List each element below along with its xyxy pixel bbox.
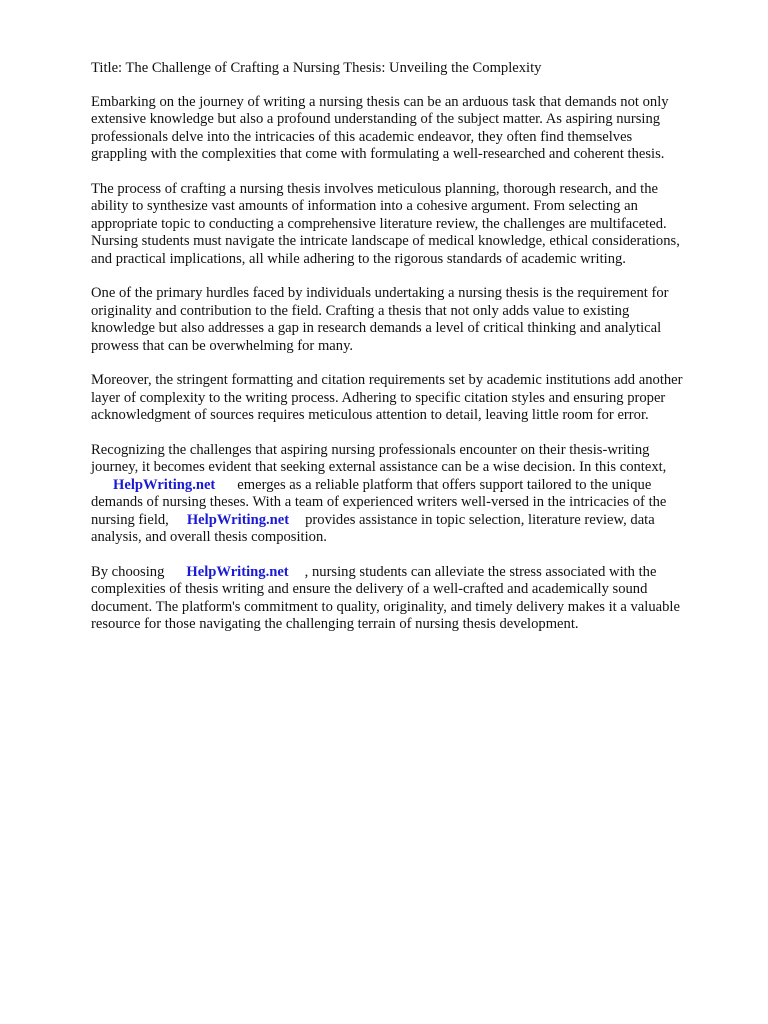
paragraph-6-text-a: By choosing — [91, 563, 165, 580]
paragraph-6 — [91, 564, 731, 634]
paragraph-4: Moreover, the stringent formatting and citation requirements set by academic institutions add another layer of complexity to the writing process. Adhering to specific citation styles and ensuring proper acknowledgment of sources requires meticulous attention to detail, leaving little room for error. — [91, 372, 683, 423]
helpwriting-link-1[interactable]: HelpWriting.net — [113, 476, 216, 493]
paragraph-5-text-a: Recognizing the challenges that aspiring nursing professionals encounter on their thesis-writing journey, it becomes evident that seeking external assistance can be a wise decision. In this context, — [91, 441, 667, 475]
paragraph-2: The process of crafting a nursing thesis involves meticulous planning, thorough research, and the ability to synthesize vast amounts of information into a cohesive argument. From selecting an appropriate topic to conducting a comprehensive literature review, the challenges are multifaceted. Nursing students must navigate the intricate landscape of medical knowledge, ethical considerations, and practical implications, all while adhering to the rigorous standards of academic writing. — [91, 180, 680, 267]
paragraph-5-text-c: provides assistance in topic selection, literature review, data analysis, and overall thesis composition. — [91, 511, 655, 545]
paragraph-5-text-b: emerges as a reliable platform that offers support tailored to the unique demands of nursing theses. With a team of experienced writers well-versed in the intricacies of the nursing field, — [91, 476, 667, 528]
helpwriting-link-2[interactable]: HelpWriting.net — [186, 511, 290, 528]
document-title: Title: The Challenge of Crafting a Nursing Thesis: Unveiling the Complexity — [91, 60, 542, 76]
paragraph-5 — [91, 442, 731, 547]
document-page — [91, 60, 731, 651]
paragraph-3: One of the primary hurdles faced by individuals undertaking a nursing thesis is the requirement for originality and contribution to the field. Crafting a thesis that not only adds value to existing knowledge but also addresses a gap in research demands a level of critical thinking and analytical prowess that can be overwhelming for many. — [91, 285, 669, 354]
helpwriting-link-3[interactable]: HelpWriting.net — [186, 563, 289, 580]
paragraph-6-text-b: , nursing students can alleviate the stress associated with the complexities of thesis writing and ensure the delivery of a well-crafted and academically sound document. The platform's commitment to quality, originality, and timely delivery makes it a valuable resource for those navigating the challenging terrain of nursing thesis development. — [91, 563, 680, 632]
paragraph-1: Embarking on the journey of writing a nursing thesis can be an arduous task that demands not only extensive knowledge but also a profound understanding of the subject matter. As aspiring nursing professionals delve into the intricacies of this academic endeavor, they often find themselves grappling with the complexities that come with formulating a well-researched and coherent thesis. — [91, 93, 669, 162]
